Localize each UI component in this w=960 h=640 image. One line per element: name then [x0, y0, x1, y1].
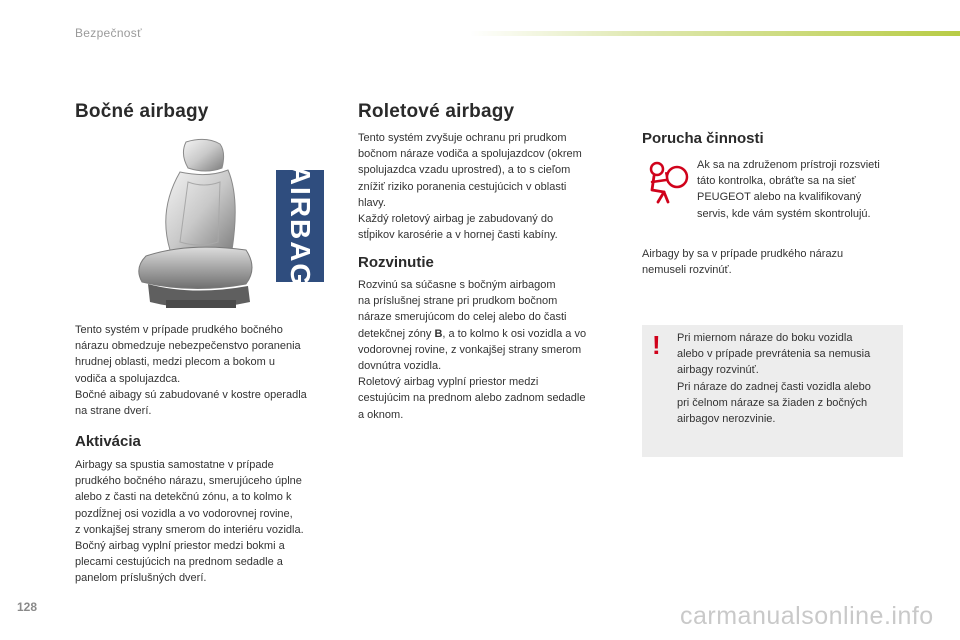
text-line: Bočné aibagy sú zabudované v kostre operadla — [75, 388, 307, 401]
text-line: nárazu obmedzuje nebezpečenstvo poranenia — [75, 340, 301, 353]
airbag-label-tag — [276, 164, 324, 288]
text-line: Tento systém zvyšuje ochranu pri prudkom — [358, 132, 567, 144]
airbag-label-text: AIRBAG — [285, 164, 316, 288]
text-line: cestujúcim na prednom alebo zadnom sedadle — [358, 392, 586, 405]
text-line: stĺpikov karosérie a v hornej časti kabíny. — [358, 229, 558, 242]
activation-title: Aktivácia — [75, 433, 141, 450]
text-line: dovnútra vozidla. — [358, 360, 442, 373]
text-line: servis, kde vám systém skontrolujú. — [697, 207, 871, 220]
watermark: carmanualsonline.info — [680, 602, 934, 630]
text-line: Ak sa na združenom prístroji rozsvieti — [697, 159, 880, 171]
text-line: a oknom. — [358, 408, 404, 421]
side-airbags-title: Bočné airbagy — [75, 101, 209, 122]
header-accent-bar — [470, 31, 960, 36]
text-line: Pri miernom náraze do boku vozidla — [677, 332, 853, 344]
text-fragment: , a to kolmo k osi vozidla a vo — [442, 327, 587, 340]
text-line: Airbagy by sa v prípade prudkého nárazu — [642, 248, 844, 260]
text-line: alebo v prípade prevrátenia sa nemusia — [677, 348, 871, 361]
text-line: Rozvinú sa súčasne s bočným airbagom — [358, 279, 556, 291]
section-label: Bezpečnosť — [75, 26, 142, 40]
text-line: znížiť riziko poranenia cestujúcich v oblasti — [358, 180, 567, 193]
deployment-description — [358, 277, 628, 423]
text-line: Bočný airbag vyplní priestor medzi bokmi a — [75, 540, 285, 553]
text-line: z vonkajšej strany smerom do interiéru vozidla. — [75, 523, 304, 536]
warning-text — [677, 330, 899, 427]
text-fragment: detekčnej zóny — [358, 327, 435, 340]
text-line: Roletový airbag vyplní priestor medzi — [358, 376, 539, 389]
malfunction-title: Porucha činnosti — [642, 130, 764, 147]
no-deployment-note — [642, 246, 902, 278]
airbag-warning-lamp-icon — [644, 160, 690, 206]
text-line: PEUGEOT alebo na kvalifikovaný — [697, 191, 862, 204]
text-line: hrudnej oblasti, medzi plecom a bokom u — [75, 356, 275, 369]
text-line: prudkého bočného nárazu, smerujúceho úplne — [75, 475, 302, 488]
side-airbags-description — [75, 322, 350, 419]
malfunction-description — [697, 157, 912, 222]
text-line: vodiča a spolujazdca. — [75, 372, 181, 385]
text-line: airbagy rozvinúť. — [677, 364, 759, 377]
curtain-airbags-title: Roletové airbagy — [358, 101, 515, 122]
text-line: bočnom náraze vodiča a spolujazdcov (okrem — [358, 148, 582, 161]
text-line: vodorovnej rovine, z vonkajšej strany smerom — [358, 343, 582, 356]
text-line: alebo z časti na detekčnú zónu, a to kolmo k — [75, 491, 292, 504]
text-line: náraze smerujúcom do celej alebo do časti — [358, 311, 567, 324]
activation-description — [75, 457, 350, 587]
exclamation-icon: ! — [652, 330, 661, 360]
text-line: Airbagy sa spustia samostatne v prípade — [75, 459, 274, 471]
deployment-title: Rozvinutie — [358, 254, 434, 271]
text-line: plecami cestujúcich na prednom sedadle a — [75, 556, 283, 569]
text-line-with-zone — [358, 326, 628, 342]
text-line: nemuseli rozvinúť. — [642, 264, 732, 277]
text-line: panelom príslušných dverí. — [75, 572, 207, 585]
text-line: táto kontrolka, obráťte sa na sieť — [697, 175, 856, 188]
page-number: 128 — [17, 600, 38, 614]
zone-letter: B — [434, 327, 443, 340]
text-line: spolujazdca vzadu uprostred), a to s cieľom — [358, 164, 571, 177]
text-line: pri čelnom náraze sa žiaden z bočných — [677, 396, 868, 409]
text-line: airbagov nerozvinie. — [677, 413, 776, 426]
text-line: hlavy. — [358, 196, 386, 209]
text-line: Každý roletový airbag je zabudovaný do — [358, 213, 554, 226]
text-line: Pri náraze do zadnej časti vozidla alebo — [677, 380, 871, 393]
text-line: na strane dverí. — [75, 405, 152, 418]
text-line: Tento systém v prípade prudkého bočného — [75, 324, 283, 336]
text-line: na príslušnej strane pri prudkom bočnom — [358, 295, 558, 308]
text-line: pozdĺžnej osi vozidla a vo vodorovnej rovine, — [75, 507, 293, 520]
curtain-airbags-description — [358, 130, 628, 243]
